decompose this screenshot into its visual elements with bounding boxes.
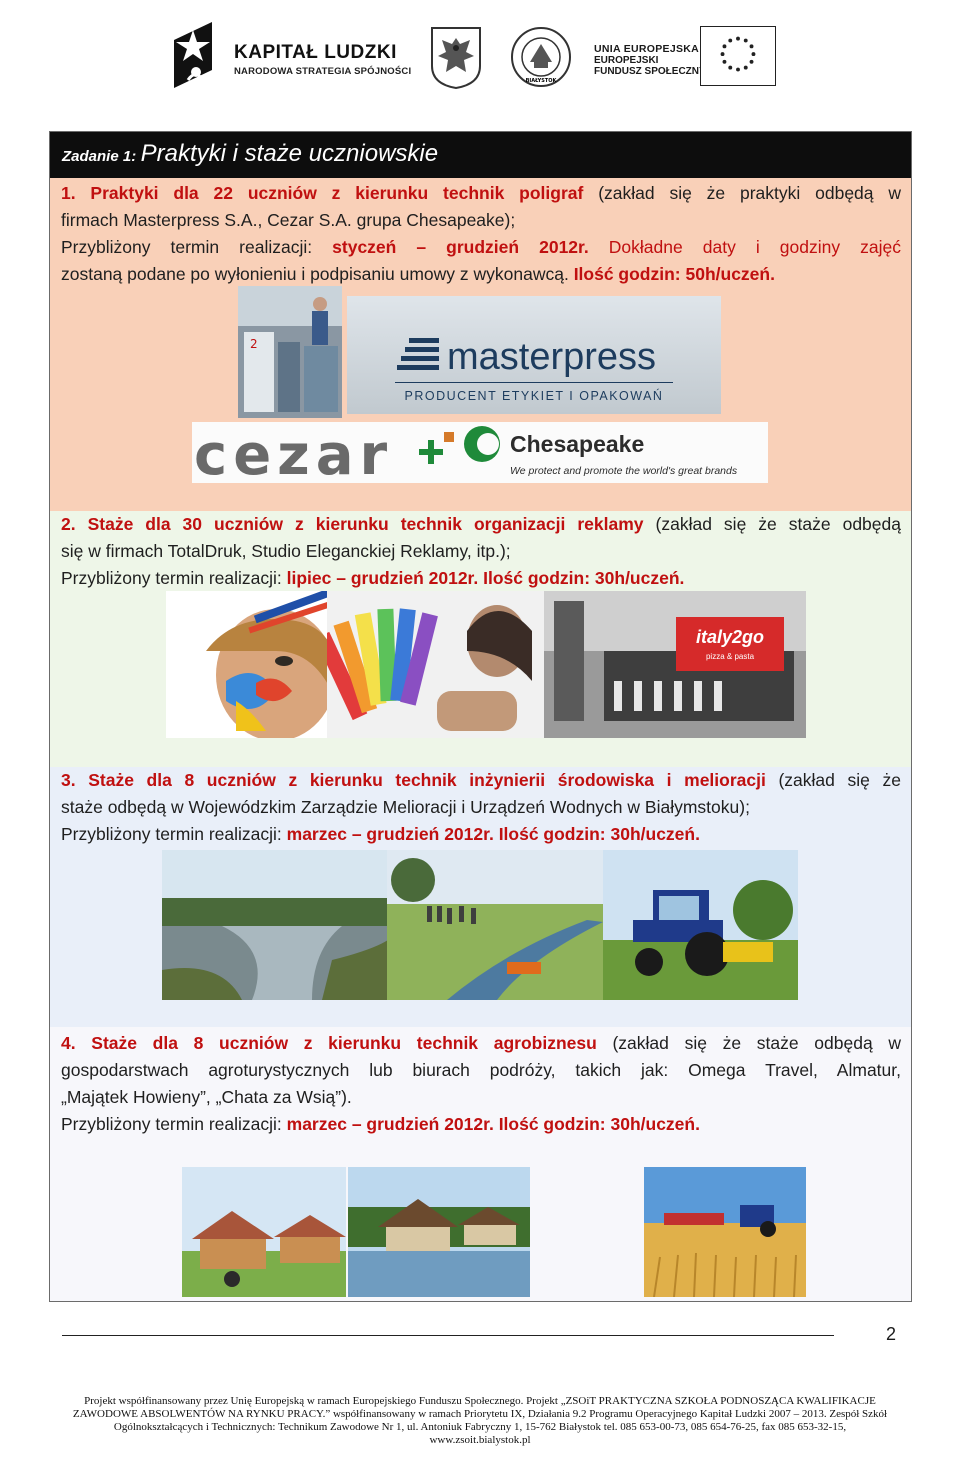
kl-subtitle: NARODOWA STRATEGIA SPÓJNOŚCI bbox=[234, 66, 412, 77]
s4-line2: gospodarstwach agroturystycznych lub biurach podróży, takich jak: Omega Travel, Almatur, bbox=[61, 1060, 901, 1080]
section1-text bbox=[61, 180, 901, 288]
masterpress-logo bbox=[347, 296, 721, 414]
s4-l4-label: Przybliżony termin realizacji: bbox=[61, 1114, 282, 1134]
canal-workers-photo bbox=[387, 850, 603, 1000]
s3-l1-rest: (zakład się że bbox=[778, 770, 901, 790]
section4-text bbox=[61, 1030, 901, 1138]
footer-divider bbox=[62, 1335, 834, 1336]
tractor-photo bbox=[603, 850, 798, 1000]
eu-flag-icon bbox=[700, 26, 776, 86]
footer-line1: Projekt współfinansowany przez Unię Europejską w ramach Europejskiego Funduszu Społecznego. Projekt „ZSOiT PRAKTYCZNA SZKOŁA PODNOSZĄCA KWALIFIKACJE bbox=[84, 1395, 876, 1407]
footer-website: www.zsoit.bialystok.pl bbox=[429, 1434, 531, 1446]
section-poligraf bbox=[50, 178, 911, 511]
s1-term: styczeń – grudzień 2012r. bbox=[332, 237, 589, 257]
s1-hours: Ilość godzin: 50h/uczeń. bbox=[573, 264, 775, 284]
s2-line2: się w firmach TotalDruk, Studio Eleganckiej Reklamy, itp.); bbox=[61, 541, 511, 561]
content-frame bbox=[49, 131, 912, 1302]
s4-line4 bbox=[61, 1111, 901, 1138]
s2-line3 bbox=[61, 565, 901, 592]
wheat-field-photo bbox=[644, 1167, 806, 1297]
cezar-chesapeake-logos bbox=[192, 422, 768, 483]
italy2go-photo bbox=[544, 591, 806, 738]
s4-term: marzec – grudzień 2012r. Ilość godzin: 30h/uczeń. bbox=[286, 1114, 700, 1134]
s4-heading: 4. Staże dla 8 uczniów z kierunku technik agrobiznesu bbox=[61, 1033, 597, 1053]
chesapeake-wordmark: Chesapeake bbox=[510, 431, 645, 457]
s1-l4-text: zostaną podane po wyłonieniu i podpisaniu umowy z wykonawcą. bbox=[61, 264, 569, 284]
river-photo bbox=[162, 850, 388, 1000]
s1-l1-rest: (zakład się że praktyki odbędą w bbox=[598, 183, 901, 203]
s3-l3-label: Przybliżony termin realizacji: bbox=[61, 824, 282, 844]
project-footer bbox=[40, 1395, 920, 1447]
section-reklama bbox=[50, 511, 911, 767]
s2-l3-label: Przybliżony termin realizacji: bbox=[61, 568, 282, 588]
task-title bbox=[62, 140, 438, 168]
s1-line1 bbox=[61, 180, 901, 207]
seal-text: BIAŁYSTOK bbox=[525, 78, 557, 84]
s3-term: marzec – grudzień 2012r. Ilość godzin: 30h/uczeń. bbox=[286, 824, 700, 844]
s4-line3: „Majątek Howieny”, „Chata za Wsią”). bbox=[61, 1087, 352, 1107]
school-seal-icon bbox=[510, 26, 572, 88]
s3-line3 bbox=[61, 821, 901, 848]
cezar-wordmark: cezar bbox=[194, 423, 394, 483]
s2-term: lipiec – grudzień 2012r. Ilość godzin: 30h/uczeń. bbox=[286, 568, 685, 588]
coat-of-arms-icon bbox=[430, 26, 482, 90]
s1-line3 bbox=[61, 234, 901, 261]
eu-line1: UNIA EUROPEJSKA bbox=[594, 43, 700, 55]
printing-press-photo bbox=[238, 286, 342, 418]
s3-line1 bbox=[61, 767, 901, 794]
kl-title: KAPITAŁ LUDZKI bbox=[234, 42, 397, 63]
footer-line3: Ogólnokształcących i Technicznych: Technikum Zawodowe Nr 1, ul. Antoniuk Fabryczny 1, 15-762 Białystok tel. 085 653-00-73, 085 654-76-25, fax 085 653-32-15, bbox=[113, 1421, 847, 1433]
s4-l1-rest: (zakład się że staże odbędą w bbox=[612, 1033, 901, 1053]
eu-line3: FUNDUSZ SPOŁECZNY bbox=[594, 66, 706, 77]
task-heading: Praktyki i staże uczniowskie bbox=[140, 140, 439, 167]
header-logos bbox=[0, 12, 960, 92]
color-swatches-photo bbox=[327, 591, 547, 738]
svg-text:2: 2 bbox=[250, 337, 258, 351]
section-melioracja bbox=[50, 767, 911, 1027]
eu-line2: EUROPEJSKI bbox=[594, 55, 659, 66]
kapital-ludzki-logo-icon bbox=[166, 18, 220, 90]
s1-heading: 1. Praktyki dla 22 uczniów z kierunku technik poligraf bbox=[61, 183, 584, 203]
eu-text-block bbox=[594, 44, 706, 77]
italy2go-wordmark: italy2go bbox=[695, 627, 765, 647]
s1-l3-label: Przybliżony termin realizacji: bbox=[61, 237, 313, 257]
masterpress-wordmark: masterpress bbox=[447, 336, 657, 378]
page-number: 2 bbox=[886, 1324, 897, 1344]
footer-line2: ZAWODOWE ABSOLWENTÓW NA RYNKU PRACY.” współfinansowany w ramach Priorytetu IX, Działania 9.2 Programu Operacyjnego Kapitał Ludzki 2007 – 2013. Zespół Szkół bbox=[72, 1408, 888, 1420]
kapital-ludzki-wordmark bbox=[234, 42, 411, 77]
section-agrobiznes bbox=[50, 1027, 911, 1301]
task-title-bar bbox=[50, 132, 911, 178]
italy2go-tagline: pizza & pasta bbox=[705, 652, 755, 661]
task-prefix: Zadanie 1: bbox=[62, 148, 137, 165]
lake-resort-photo bbox=[348, 1167, 530, 1297]
s2-l1-rest: (zakład się że staże odbędą bbox=[655, 514, 901, 534]
s3-line2: staże odbędą w Wojewódzkim Zarządzie Melioracji i Urządzeń Wodnych w Białymstoku); bbox=[61, 797, 750, 817]
s2-heading: 2. Staże dla 30 uczniów z kierunku technik organizacji reklamy bbox=[61, 514, 644, 534]
s4-line1 bbox=[61, 1030, 901, 1057]
section3-text bbox=[61, 767, 901, 848]
section2-text bbox=[61, 511, 901, 592]
s1-l3-rest: Dokładne daty i godziny zajęć bbox=[608, 237, 902, 257]
s2-line1 bbox=[61, 511, 901, 538]
s3-heading: 3. Staże dla 8 uczniów z kierunku technik inżynierii środowiska i melioracji bbox=[61, 770, 766, 790]
chesapeake-tagline: We protect and promote the world's great brands bbox=[510, 465, 738, 477]
s1-line2: firmach Masterpress S.A., Cezar S.A. grupa Chesapeake); bbox=[61, 210, 516, 230]
wooden-cabins-photo bbox=[182, 1167, 346, 1297]
masterpress-tagline: PRODUCENT ETYKIET I OPAKOWAŃ bbox=[404, 389, 664, 403]
s1-line4 bbox=[61, 261, 901, 288]
